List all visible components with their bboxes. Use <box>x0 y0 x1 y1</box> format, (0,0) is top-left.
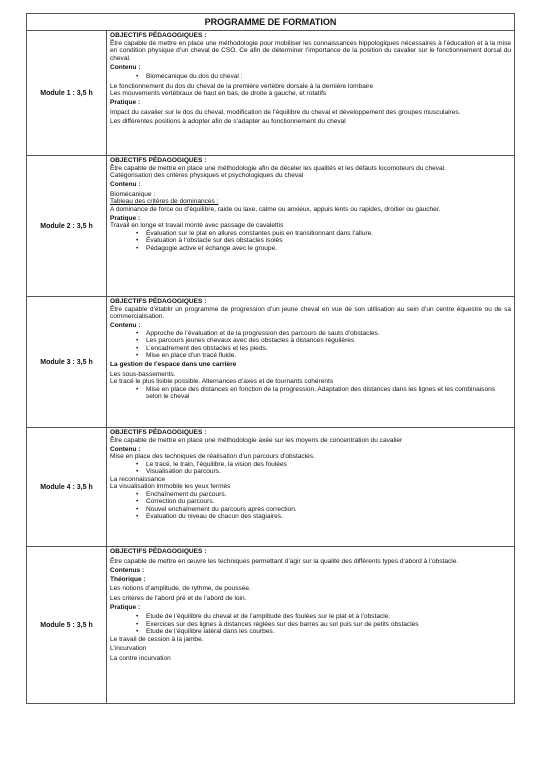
list-item: • Les parcours jeunes chevaux avec des obstacles à distances régulières <box>146 337 511 345</box>
list-item: • Etude de l’équilibre latéral dans les courbes. <box>146 628 511 636</box>
content-line: Le travail de cession à la jambe. <box>110 635 204 643</box>
objectives-heading: OBJECTIFS PÉDAGOGIQUES : <box>110 157 207 164</box>
practice-heading: Pratique : <box>110 99 141 106</box>
list-item: • Évaluation à l’obstacle sur des obstacles isolés <box>146 237 511 245</box>
content-line: Les sous-bassements. <box>110 370 176 378</box>
bullet-list <box>110 330 511 360</box>
module-label: Module 4 : 3,5 h <box>27 428 107 547</box>
bullet-list <box>110 491 511 521</box>
content-line: Les notions d’amplitude, de rythme, de poussée. <box>110 585 251 592</box>
objectives-heading: OBJECTIFS PÉDAGOGIQUES : <box>110 429 207 436</box>
module-content <box>107 428 515 547</box>
objectives-heading: OBJECTIFS PÉDAGOGIQUES : <box>110 32 207 39</box>
content-line: A dominance de force ou d’équilibre, raide ou laxe, calme ou anxieux, appuis lents ou rapides, droitier ou gaucher. <box>110 205 441 213</box>
list-item: • Évaluation sur le plat en allures constantes puis en transitionnant dans l’allure. <box>146 230 511 238</box>
module-content <box>107 547 515 704</box>
content-line: Le fonctionnement du dos du cheval de la première vertèbre dorsale à la dernière lombaire <box>110 82 374 90</box>
objectives-text: Être capable de mettre en place une méthodologie afin de déceler les qualités et les défauts locomoteurs du cheval. <box>110 164 446 172</box>
module-row <box>27 297 515 428</box>
content-line: Catégorisation des critères physiques et psychologiques du cheval <box>110 172 304 179</box>
content-heading: Contenu : <box>110 445 141 453</box>
objectives-heading: OBJECTIFS PÉDAGOGIQUES : <box>110 298 207 305</box>
module-row <box>27 156 515 297</box>
bullet-list <box>110 73 511 81</box>
objectives-text: Être capable de mettre en place une méthodologie axée sur les moyens de concentration du cavalier <box>110 436 403 444</box>
list-item: • Le tracé, le train, l’équilibre, la vision des foulées <box>146 461 511 469</box>
module-label: Module 2 : 3,5 h <box>27 156 107 297</box>
content-heading: Contenu : <box>110 322 141 329</box>
module-row <box>27 31 515 156</box>
content-line: Travail en longe et travail monté avec passage de cavalettis <box>110 222 284 229</box>
bullet-list <box>110 386 511 401</box>
training-program-table <box>26 13 515 704</box>
content-line: Les mouvements vertébraux de haut en bas, de droite à gauche, et rotatifs <box>110 90 327 97</box>
list-item: • Mise en place d’un tracé fluide. <box>146 352 511 360</box>
content-line: Tableau des critères de dominances : <box>110 198 219 205</box>
content-heading: Contenu : <box>110 181 141 188</box>
content-heading: Contenu : <box>110 63 141 71</box>
content-line: Le tracé le plus lisible possible. Alternances d’axes et de tournants cohérents <box>110 378 334 385</box>
content-line: La reconnaissance <box>110 475 165 483</box>
module-label: Module 1 : 3,5 h <box>27 31 107 156</box>
list-item: • Evaluation du niveau de chacun des stagiaires. <box>146 513 511 521</box>
module-label: Module 5 : 3,5 h <box>27 547 107 704</box>
content-line: Biomécanique : <box>110 190 156 198</box>
module-content <box>107 156 515 297</box>
practice-heading: Pratique : <box>110 603 141 611</box>
table-header-row <box>27 14 515 31</box>
content-line: Les critères de l’abord pré et de l’abord de loin. <box>110 594 247 602</box>
list-item: • Approche de l’évaluation et de la progression des parcours de sauts d’obstacles. <box>146 330 511 338</box>
module-label: Module 3 : 3,5 h <box>27 297 107 428</box>
content-line: La contre incurvation <box>110 654 171 662</box>
list-item: • Mise en place des distances en fonction de la progression. Adaptation des distances dans les lignes et les combinaisons selon le cheval <box>146 386 511 401</box>
module-row <box>27 547 515 704</box>
list-item: • Biomécanique du dos du cheval : <box>146 73 511 81</box>
list-item: • Etude de l’équilibre du cheval et de l’amplitude des foulées sur le plat et à l’obstacle. <box>146 613 511 621</box>
content-line: L’incurvation <box>110 645 147 652</box>
content-line: Les différentes positions à adopter afin de s’adapter au fonctionnement du cheval <box>110 118 346 125</box>
content-heading: Contenus : <box>110 566 145 574</box>
list-item: • Pédagogie active et échange avec le groupe. <box>146 245 511 253</box>
module-content <box>107 297 515 428</box>
module-content <box>107 31 515 156</box>
bullet-list <box>110 230 511 253</box>
objectives-text: Être capable de mettre en œuvre les techniques permettant d’agir sur la qualité des différents types d’abord à l’obstacle. <box>110 557 459 565</box>
bullet-list <box>110 461 511 476</box>
content-line: Impact du cavalier sur le dos du cheval, modification de l’équilibre du cheval et développement des groupes musculaires. <box>110 108 461 116</box>
space-management-heading: La gestion de l’espace dans une carrière <box>110 361 237 368</box>
content-line: Mise en place des techniques de réalisation d’un parcours d’obstacles. <box>110 453 315 460</box>
list-item: • Correction du parcours. <box>146 498 511 506</box>
objectives-heading: OBJECTIFS PÉDAGOGIQUES : <box>110 548 207 555</box>
program-title: PROGRAMME DE FORMATION <box>27 14 515 31</box>
list-item: • Visualisation du parcours. <box>146 468 511 476</box>
list-item: • Exercices sur des lignes à distances réglées sur des barres au sol puis sur de petits obstacles <box>146 621 511 629</box>
bullet-list <box>110 613 511 636</box>
objectives-text: Être capable de mettre en place une méthodologie pour mobiliser les connaissances hippologiques nécessaires à l’éducation et à la mise en condition physique d’un cheval de CSO. Ce afin de déterminer l’importance de la position du cavalier sur le fonctionnement dorsal du cheval. <box>110 39 511 62</box>
content-line: La visualisation immobile les yeux fermés <box>110 483 231 490</box>
module-row <box>27 428 515 547</box>
list-item: • Enchaînement du parcours. <box>146 491 511 499</box>
practice-heading: Pratique : <box>110 214 141 222</box>
objectives-text: Être capable d’établir un programme de progression d’un jeune cheval en vue de son utilisation au sein d’un centre équestre ou de sa commercialisation. <box>110 305 511 320</box>
list-item: • Nouvel enchaînement du parcours après correction. <box>146 506 511 514</box>
list-item: • L’encadrement des obstacles et les pieds. <box>146 345 511 353</box>
theory-heading: Théorique : <box>110 575 146 583</box>
